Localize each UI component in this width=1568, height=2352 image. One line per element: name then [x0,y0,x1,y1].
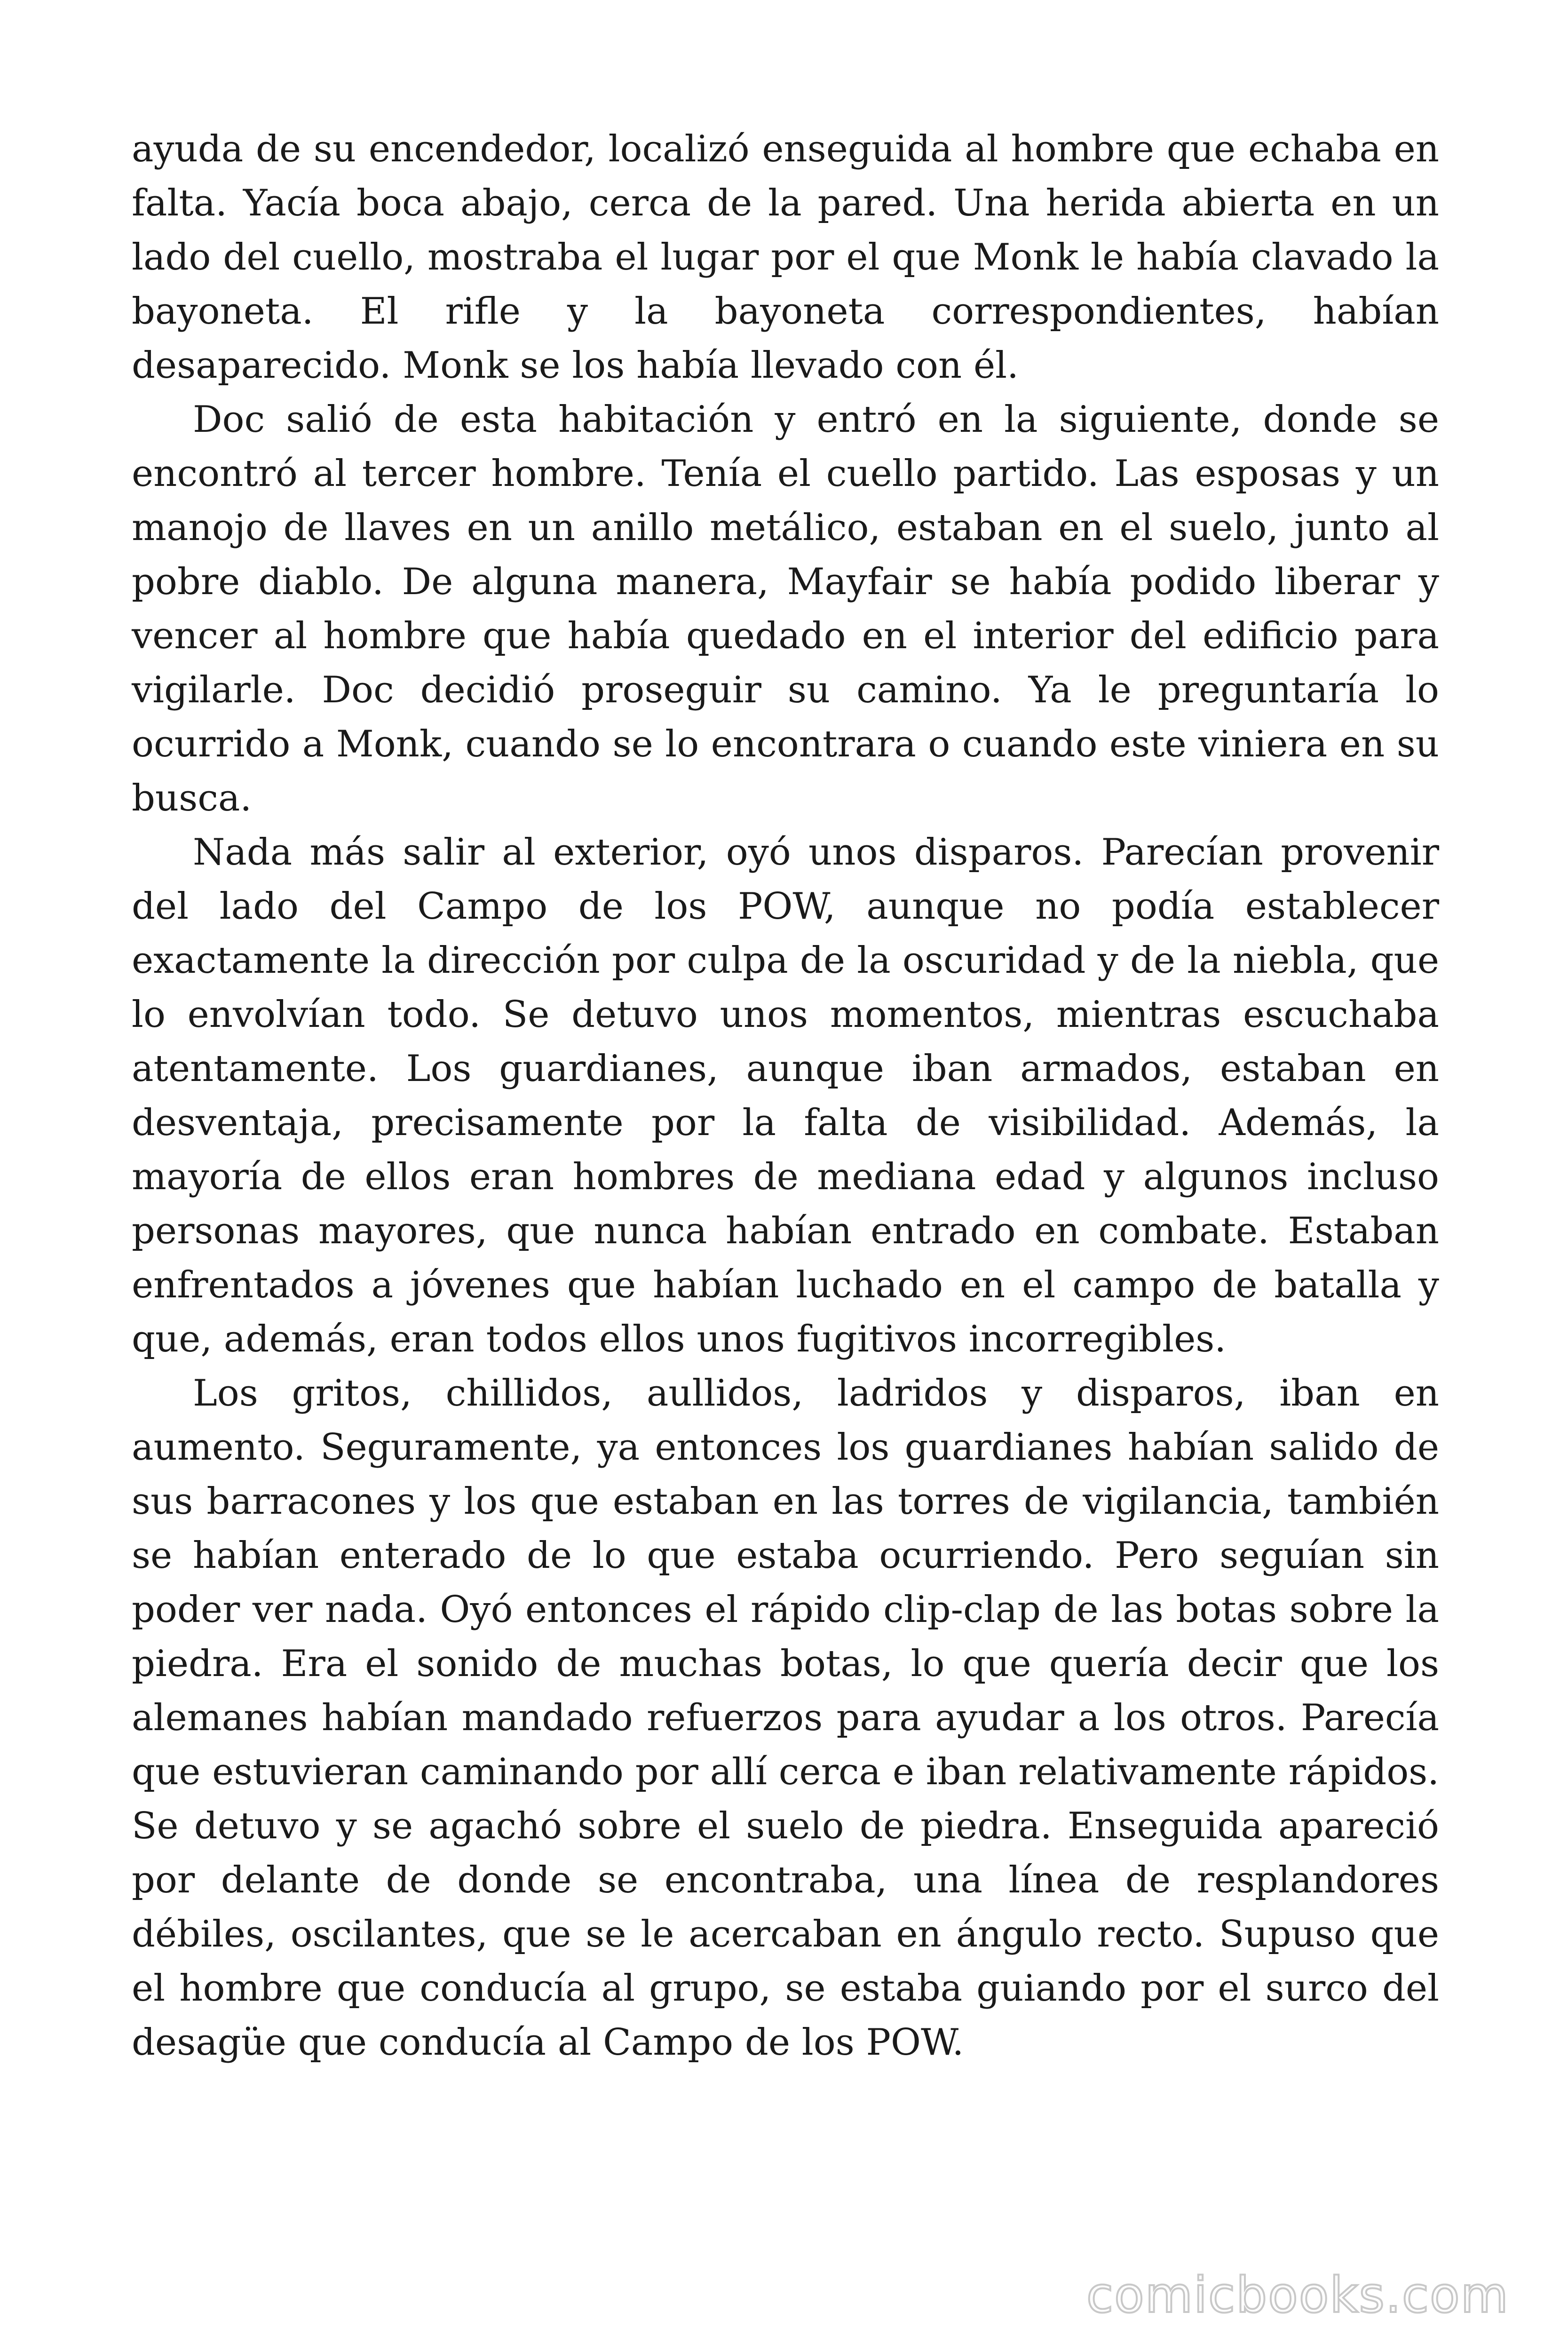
paragraph: Nada más salir al exterior, oyó unos disparos. Parecían provenir del lado del Campo de los POW, aunque no podía establecer exactamente la dirección por culpa de la oscuridad y de la niebla, que lo envolvían todo. Se detuvo unos momentos, mientras escuchaba atentamente. Los guardianes, aunque iban armados, estaban en desventaja, precisamente por la falta de visibilidad. Además, la mayoría de ellos eran hombres de mediana edad y algunos incluso personas mayores, que nunca habían entrado en combate. Estaban enfrentados a jóvenes que habían luchado en el campo de batalla y que, además, eran todos ellos unos fugitivos incorregibles. [132,831,1439,1360]
paragraph: Los gritos, chillidos, aullidos, ladridos y disparos, iban en aumento. Seguramente, ya entonces los guardianes habían salido de sus barracones y los que estaban en las torres de vigilancia, también se habían enterado de lo que estaba ocurriendo. Pero seguían sin poder ver nada. Oyó entonces el rápido clip-clap de las botas sobre la piedra. Era el sonido de muchas botas, lo que quería decir que los alemanes habían mandado refuerzos para ayudar a los otros. Parecía que estuvieran caminando por allí cerca e iban relativamente rápidos. Se detuvo y se agachó sobre el suelo de piedra. Enseguida apareció por delante de donde se encontraba, una línea de resplandores débiles, oscilantes, que se le acercaban en ángulo recto. Supuso que el hombre que conducía al grupo, se estaba guiando por el surco del desagüe que conducía al Campo de los POW. [132,1372,1440,2064]
paragraph-continued: ayuda de su encendedor, localizó enseguida al hombre que echaba en falta. Yacía boca abajo, cerca de la pared. Una herida abierta en un lado del cuello, mostraba el lugar por el que Monk le había clavado la bayoneta. El rifle y la bayoneta correspondientes, habían desaparecido. Monk se los había llevado con él. [132,128,1439,387]
paragraph: Doc salió de esta habitación y entró en la siguiente, donde se encontró al tercer hombre. Tenía el cuello partido. Las esposas y un manojo de llaves en un anillo metálico, estaban en el suelo, junto al pobre diablo. De alguna manera, Mayfair se había podido liberar y vencer al hombre que había quedado en el interior del edificio para vigilarle. Doc decidió proseguir su camino. Ya le preguntaría lo ocurrido a Monk, cuando se lo encontrara o cuando este viniera en su busca. [132,398,1439,819]
watermark-text: comicbooks.com [1086,2266,1509,2324]
body-text [132,122,1439,2070]
